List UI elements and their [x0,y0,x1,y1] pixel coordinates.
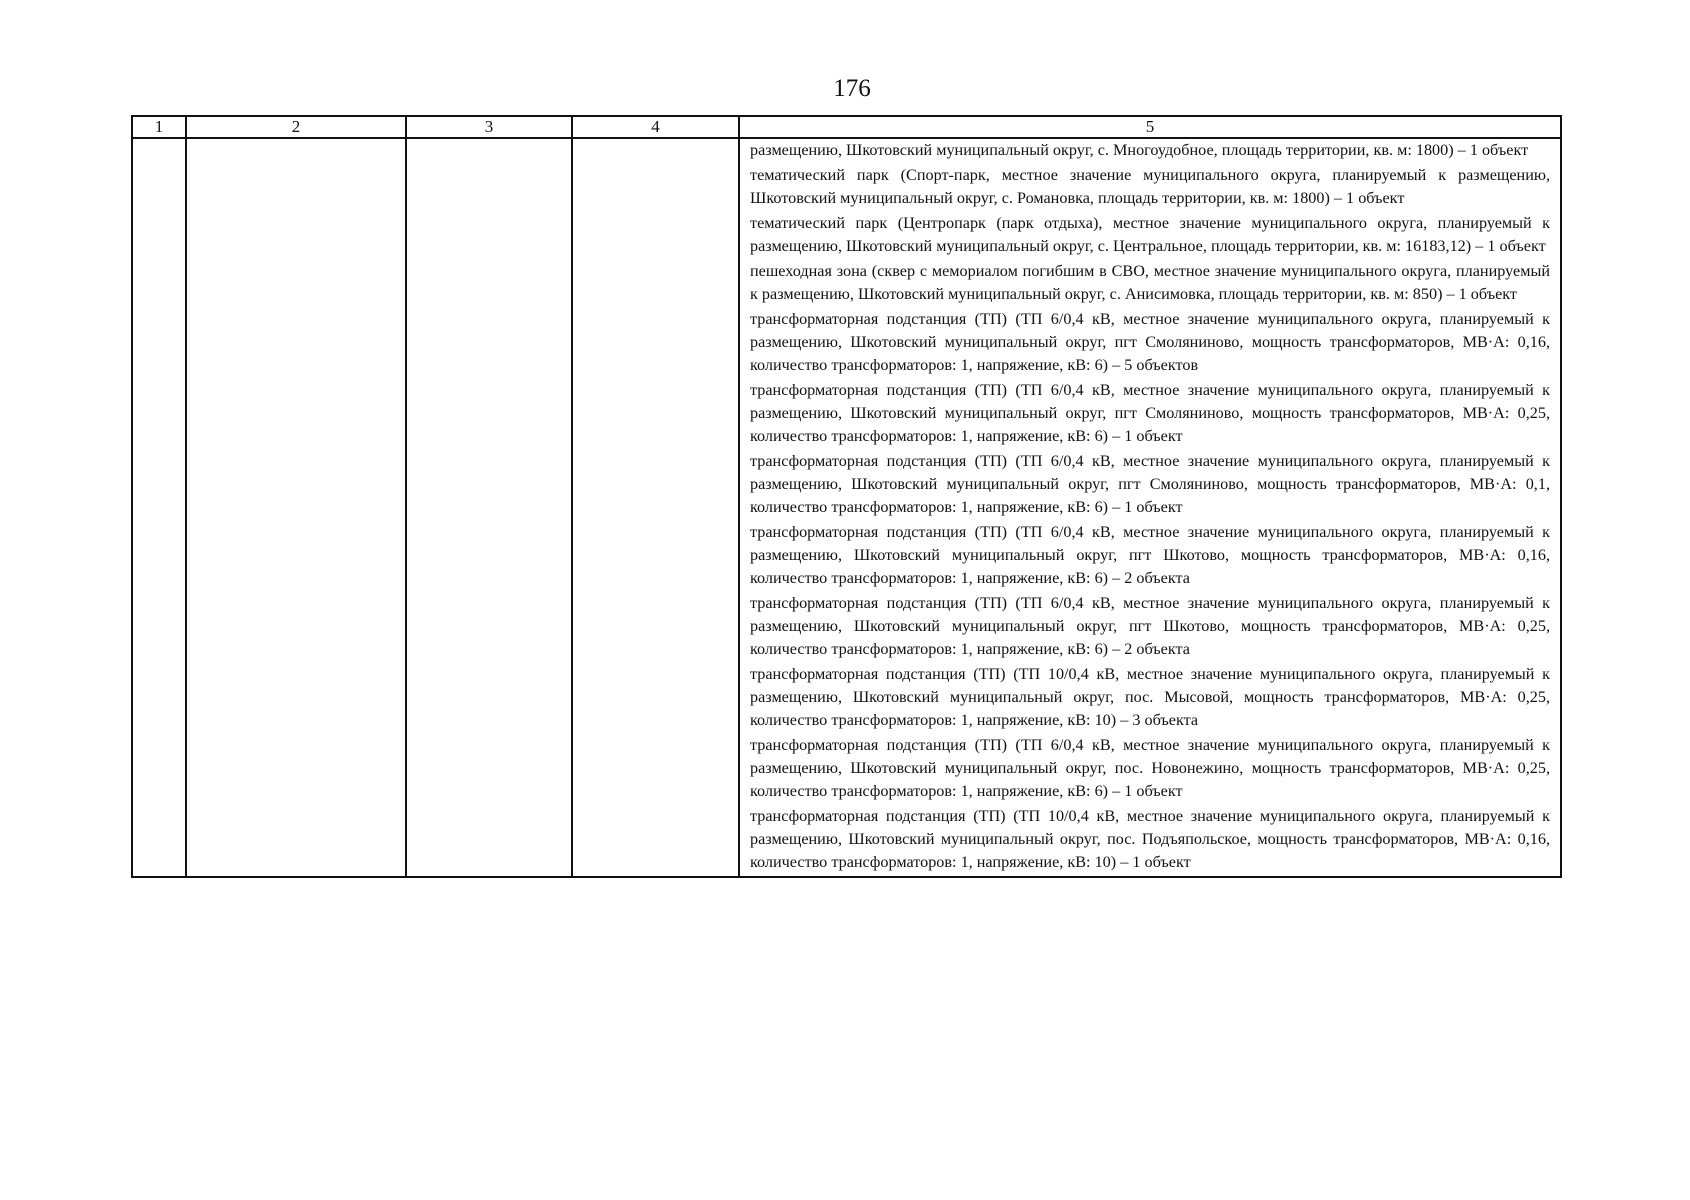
list-item: трансформаторная подстанция (ТП) (ТП 6/0,4 кВ, местное значение муниципального округа, планируемый к размещению, Шкотовский муниципальный округ, пгт Смоляниново, мощность трансформаторов, МВ·А: 0,1, количество трансформаторов: 1, напряжение, кВ: 6) – 1 объект [750,452,1550,516]
column-header-3: 3 [406,116,572,138]
document-table [131,115,1562,878]
list-item: трансформаторная подстанция (ТП) (ТП 6/0,4 кВ, местное значение муниципального округа, планируемый к размещению, Шкотовский муниципальный округ, пгт Смоляниново, мощность трансформаторов, МВ·А: 0,16, количество трансформаторов: 1, напряжение, кВ: 6) – 5 объектов [750,310,1550,374]
page-number: 176 [833,75,871,102]
cell-column-3 [406,138,572,877]
list-item: трансформаторная подстанция (ТП) (ТП 6/0,4 кВ, местное значение муниципального округа, планируемый к размещению, Шкотовский муниципальный округ, пгт Шкотово, мощность трансформаторов, МВ·А: 0,16, количество трансформаторов: 1, напряжение, кВ: 6) – 2 объекта [750,523,1550,587]
list-item: размещению, Шкотовский муниципальный округ, с. Многоудобное, площадь территории, кв. м: 1800) – 1 объект [750,141,1529,159]
cell-column-5 [739,138,1561,877]
list-item: трансформаторная подстанция (ТП) (ТП 6/0,4 кВ, местное значение муниципального округа, планируемый к размещению, Шкотовский муниципальный округ, пгт Шкотово, мощность трансформаторов, МВ·А: 0,25, количество трансформаторов: 1, напряжение, кВ: 6) – 2 объекта [750,594,1550,658]
table-header-row [132,116,1561,138]
list-item: трансформаторная подстанция (ТП) (ТП 10/0,4 кВ, местное значение муниципального округа, планируемый к размещению, Шкотовский муниципальный округ, пос. Подъяпольское, мощность трансформаторов, МВ·А: 0,16, количество трансформаторов: 1, напряжение, кВ: 10) – 1 объект [750,807,1550,871]
list-item: пешеходная зона (сквер с мемориалом погибшим в СВО, местное значение муниципального округа, планируемый к размещению, Шкотовский муниципальный округ, с. Анисимовка, площадь территории, кв. м: 850) – 1 объект [750,262,1550,303]
column-header-5: 5 [739,116,1561,138]
list-item: трансформаторная подстанция (ТП) (ТП 10/0,4 кВ, местное значение муниципального округа, планируемый к размещению, Шкотовский муниципальный округ, пос. Мысовой, мощность трансформаторов, МВ·А: 0,25, количество трансформаторов: 1, напряжение, кВ: 10) – 3 объекта [750,665,1550,729]
column-header-1: 1 [132,116,186,138]
cell-column-1 [132,138,186,877]
column-header-4: 4 [572,116,739,138]
column-header-2: 2 [186,116,406,138]
table-row [132,138,1561,877]
list-item: трансформаторная подстанция (ТП) (ТП 6/0,4 кВ, местное значение муниципального округа, планируемый к размещению, Шкотовский муниципальный округ, пгт Смоляниново, мощность трансформаторов, МВ·А: 0,25, количество трансформаторов: 1, напряжение, кВ: 6) – 1 объект [750,381,1550,445]
list-item: трансформаторная подстанция (ТП) (ТП 6/0,4 кВ, местное значение муниципального округа, планируемый к размещению, Шкотовский муниципальный округ, пос. Новонежино, мощность трансформаторов, МВ·А: 0,25, количество трансформаторов: 1, напряжение, кВ: 6) – 1 объект [750,736,1550,800]
cell-column-2 [186,138,406,877]
list-item: тематический парк (Центропарк (парк отдыха), местное значение муниципального округа, планируемый к размещению, Шкотовский муниципальный округ, с. Центральное, площадь территории, кв. м: 16183,12) – 1 объект [750,214,1550,255]
list-item: тематический парк (Спорт-парк, местное значение муниципального округа, планируемый к размещению, Шкотовский муниципальный округ, с. Романовка, площадь территории, кв. м: 1800) – 1 объект [750,166,1550,207]
cell-column-4 [572,138,739,877]
